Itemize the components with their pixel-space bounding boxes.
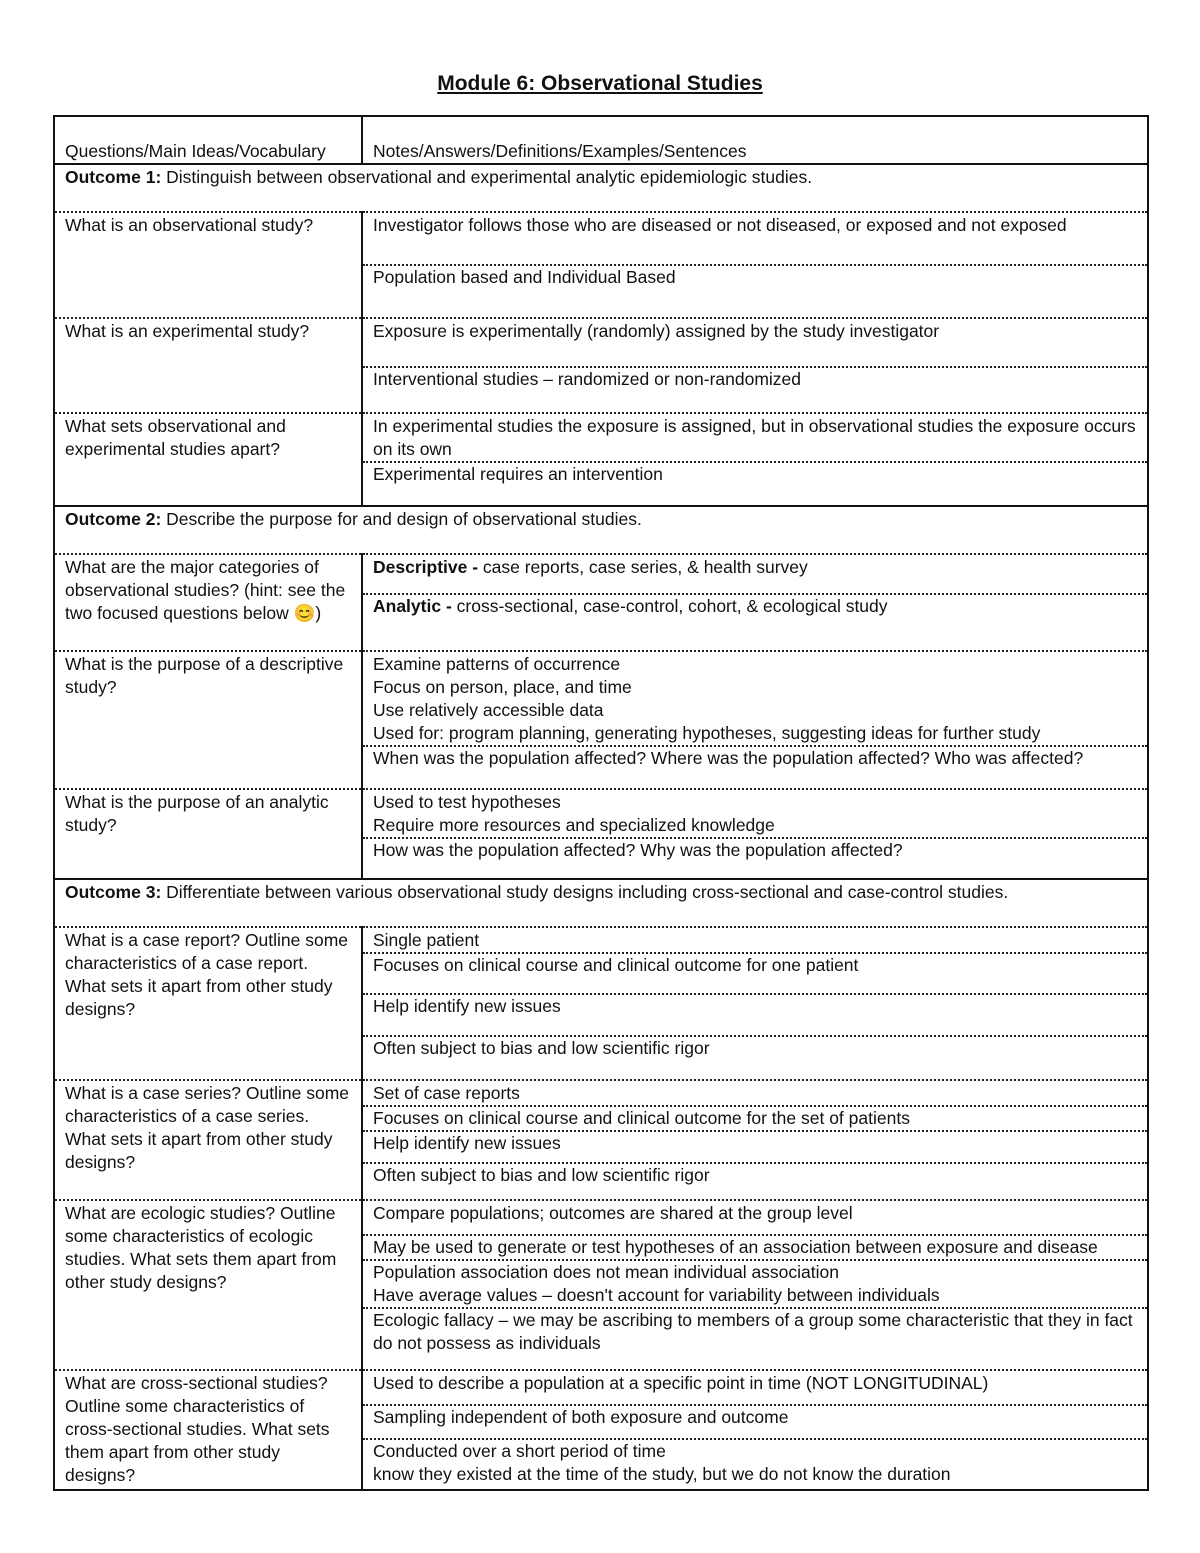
notes-cell	[362, 1080, 1148, 1200]
notes-cell	[362, 789, 1148, 879]
note-line: Examine patterns of occurrence	[373, 654, 621, 674]
note: Ecologic fallacy – we may be ascribing to members of a group some characteristic that they in fact do not possess as individuals	[363, 1307, 1147, 1355]
note-line: Require more resources and specialized knowledge	[373, 815, 775, 835]
notes-cell	[362, 1200, 1148, 1370]
outcome-text: Describe the purpose for and design of observational studies.	[161, 509, 642, 529]
notes-cell	[362, 554, 1148, 651]
note: Set of case reports	[373, 1083, 520, 1103]
note-line: Used to test hypotheses	[373, 792, 561, 812]
note-text: case reports, case series, & health survey	[482, 557, 808, 577]
outcome-label: Outcome 1:	[65, 167, 162, 187]
notes-cell	[362, 318, 1148, 413]
header-left: Questions/Main Ideas/Vocabulary	[54, 116, 362, 164]
table-row	[54, 1370, 1148, 1490]
question-cell: What sets observational and experimental studies apart?	[54, 413, 362, 506]
note: Help identify new issues	[363, 993, 1147, 1035]
table-row	[54, 1080, 1148, 1200]
note: When was the population affected? Where was the population affected? Who was affected?	[363, 745, 1147, 770]
outcome-2	[54, 506, 1148, 554]
question-cell: What are ecologic studies? Outline some characteristics of ecologic studies. What sets them apart from other study designs?	[54, 1200, 362, 1370]
note-bold: Analytic -	[373, 596, 457, 616]
question-cell: What is an experimental study?	[54, 318, 362, 413]
note: Often subject to bias and low scientific rigor	[363, 1035, 1147, 1077]
outcome-1	[54, 164, 1148, 212]
note: How was the population affected? Why was the population affected?	[363, 837, 1147, 874]
note: Investigator follows those who are diseased or not diseased, or exposed and not exposed	[373, 215, 1067, 235]
note: Compare populations; outcomes are shared at the group level	[373, 1203, 853, 1223]
note	[363, 593, 1147, 647]
table-row	[54, 318, 1148, 413]
note: Interventional studies – randomized or non-randomized	[363, 366, 1147, 410]
note: Used to describe a population at a specific point in time (NOT LONGITUDINAL)	[373, 1373, 989, 1393]
notes-cell	[362, 927, 1148, 1080]
note: Sampling independent of both exposure and outcome	[363, 1404, 1147, 1438]
note: Exposure is experimentally (randomly) assigned by the study investigator	[373, 321, 940, 341]
table-row	[54, 413, 1148, 506]
table-row	[54, 927, 1148, 1080]
note: Population based and Individual Based	[363, 264, 1147, 315]
outcome-row	[54, 879, 1148, 927]
outcome-label: Outcome 3:	[65, 882, 162, 902]
note-line: Population association does not mean individual association	[373, 1262, 839, 1282]
notes-cell	[362, 413, 1148, 506]
note-line: Used for: program planning, generating hypotheses, suggesting ideas for further study	[373, 723, 1041, 743]
note-line: know they existed at the time of the study, but we do not know the duration	[373, 1464, 951, 1484]
note-line: Have average values – doesn't account for variability between individuals	[373, 1285, 940, 1305]
note-line: Conducted over a short period of time	[373, 1441, 666, 1461]
outcome-3	[54, 879, 1148, 927]
note	[363, 1438, 1147, 1486]
question-cell: What is the purpose of an analytic study?	[54, 789, 362, 879]
note: May be used to generate or test hypotheses of an association between exposure and disease	[363, 1234, 1147, 1259]
table-row	[54, 789, 1148, 879]
table-row	[54, 1200, 1148, 1370]
question-cell: What are cross-sectional studies? Outline some characteristics of cross-sectional studies. What sets them apart from other study designs?	[54, 1370, 362, 1490]
question-cell: What is a case report? Outline some characteristics of a case report. What sets it apart from other study designs?	[54, 927, 362, 1080]
note-text: cross-sectional, case-control, cohort, & ecological study	[456, 596, 888, 616]
note: In experimental studies the exposure is assigned, but in observational studies the exposure occurs on its own	[373, 416, 1136, 459]
outcome-text: Differentiate between various observational study designs including cross-sectional and case-control studies.	[161, 882, 1009, 902]
note	[363, 791, 1147, 837]
outcome-row	[54, 164, 1148, 212]
note: Focuses on clinical course and clinical outcome for the set of patients	[363, 1105, 1147, 1130]
note: Experimental requires an intervention	[363, 461, 1147, 503]
note: Help identify new issues	[363, 1130, 1147, 1162]
page-title: Module 6: Observational Studies	[437, 72, 763, 95]
notes-cell	[362, 1370, 1148, 1490]
note-bold: Descriptive -	[373, 557, 483, 577]
note: Focuses on clinical course and clinical outcome for one patient	[363, 952, 1147, 993]
question-cell: What is a case series? Outline some characteristics of a case series. What sets it apart from other study designs?	[54, 1080, 362, 1200]
note	[363, 1259, 1147, 1307]
header-right: Notes/Answers/Definitions/Examples/Sentences	[362, 116, 1148, 164]
note-line: Focus on person, place, and time	[373, 677, 632, 697]
table-row	[54, 212, 1148, 318]
cornell-notes-table	[53, 115, 1149, 1491]
question-cell: What is the purpose of a descriptive study?	[54, 651, 362, 789]
question-cell: What are the major categories of observational studies? (hint: see the two focused questions below 😊)	[54, 554, 362, 651]
notes-cell	[362, 651, 1148, 789]
notes-cell	[362, 212, 1148, 318]
outcome-row	[54, 506, 1148, 554]
question-cell: What is an observational study?	[54, 212, 362, 318]
table-row	[54, 554, 1148, 651]
note	[363, 653, 1147, 745]
note-line: Use relatively accessible data	[373, 700, 604, 720]
header-row	[54, 116, 1148, 164]
note: Single patient	[373, 930, 480, 950]
table-row	[54, 651, 1148, 789]
outcome-text: Distinguish between observational and experimental analytic epidemiologic studies.	[161, 167, 813, 187]
outcome-label: Outcome 2:	[65, 509, 162, 529]
note	[363, 556, 1147, 593]
note: Often subject to bias and low scientific rigor	[363, 1162, 1147, 1194]
